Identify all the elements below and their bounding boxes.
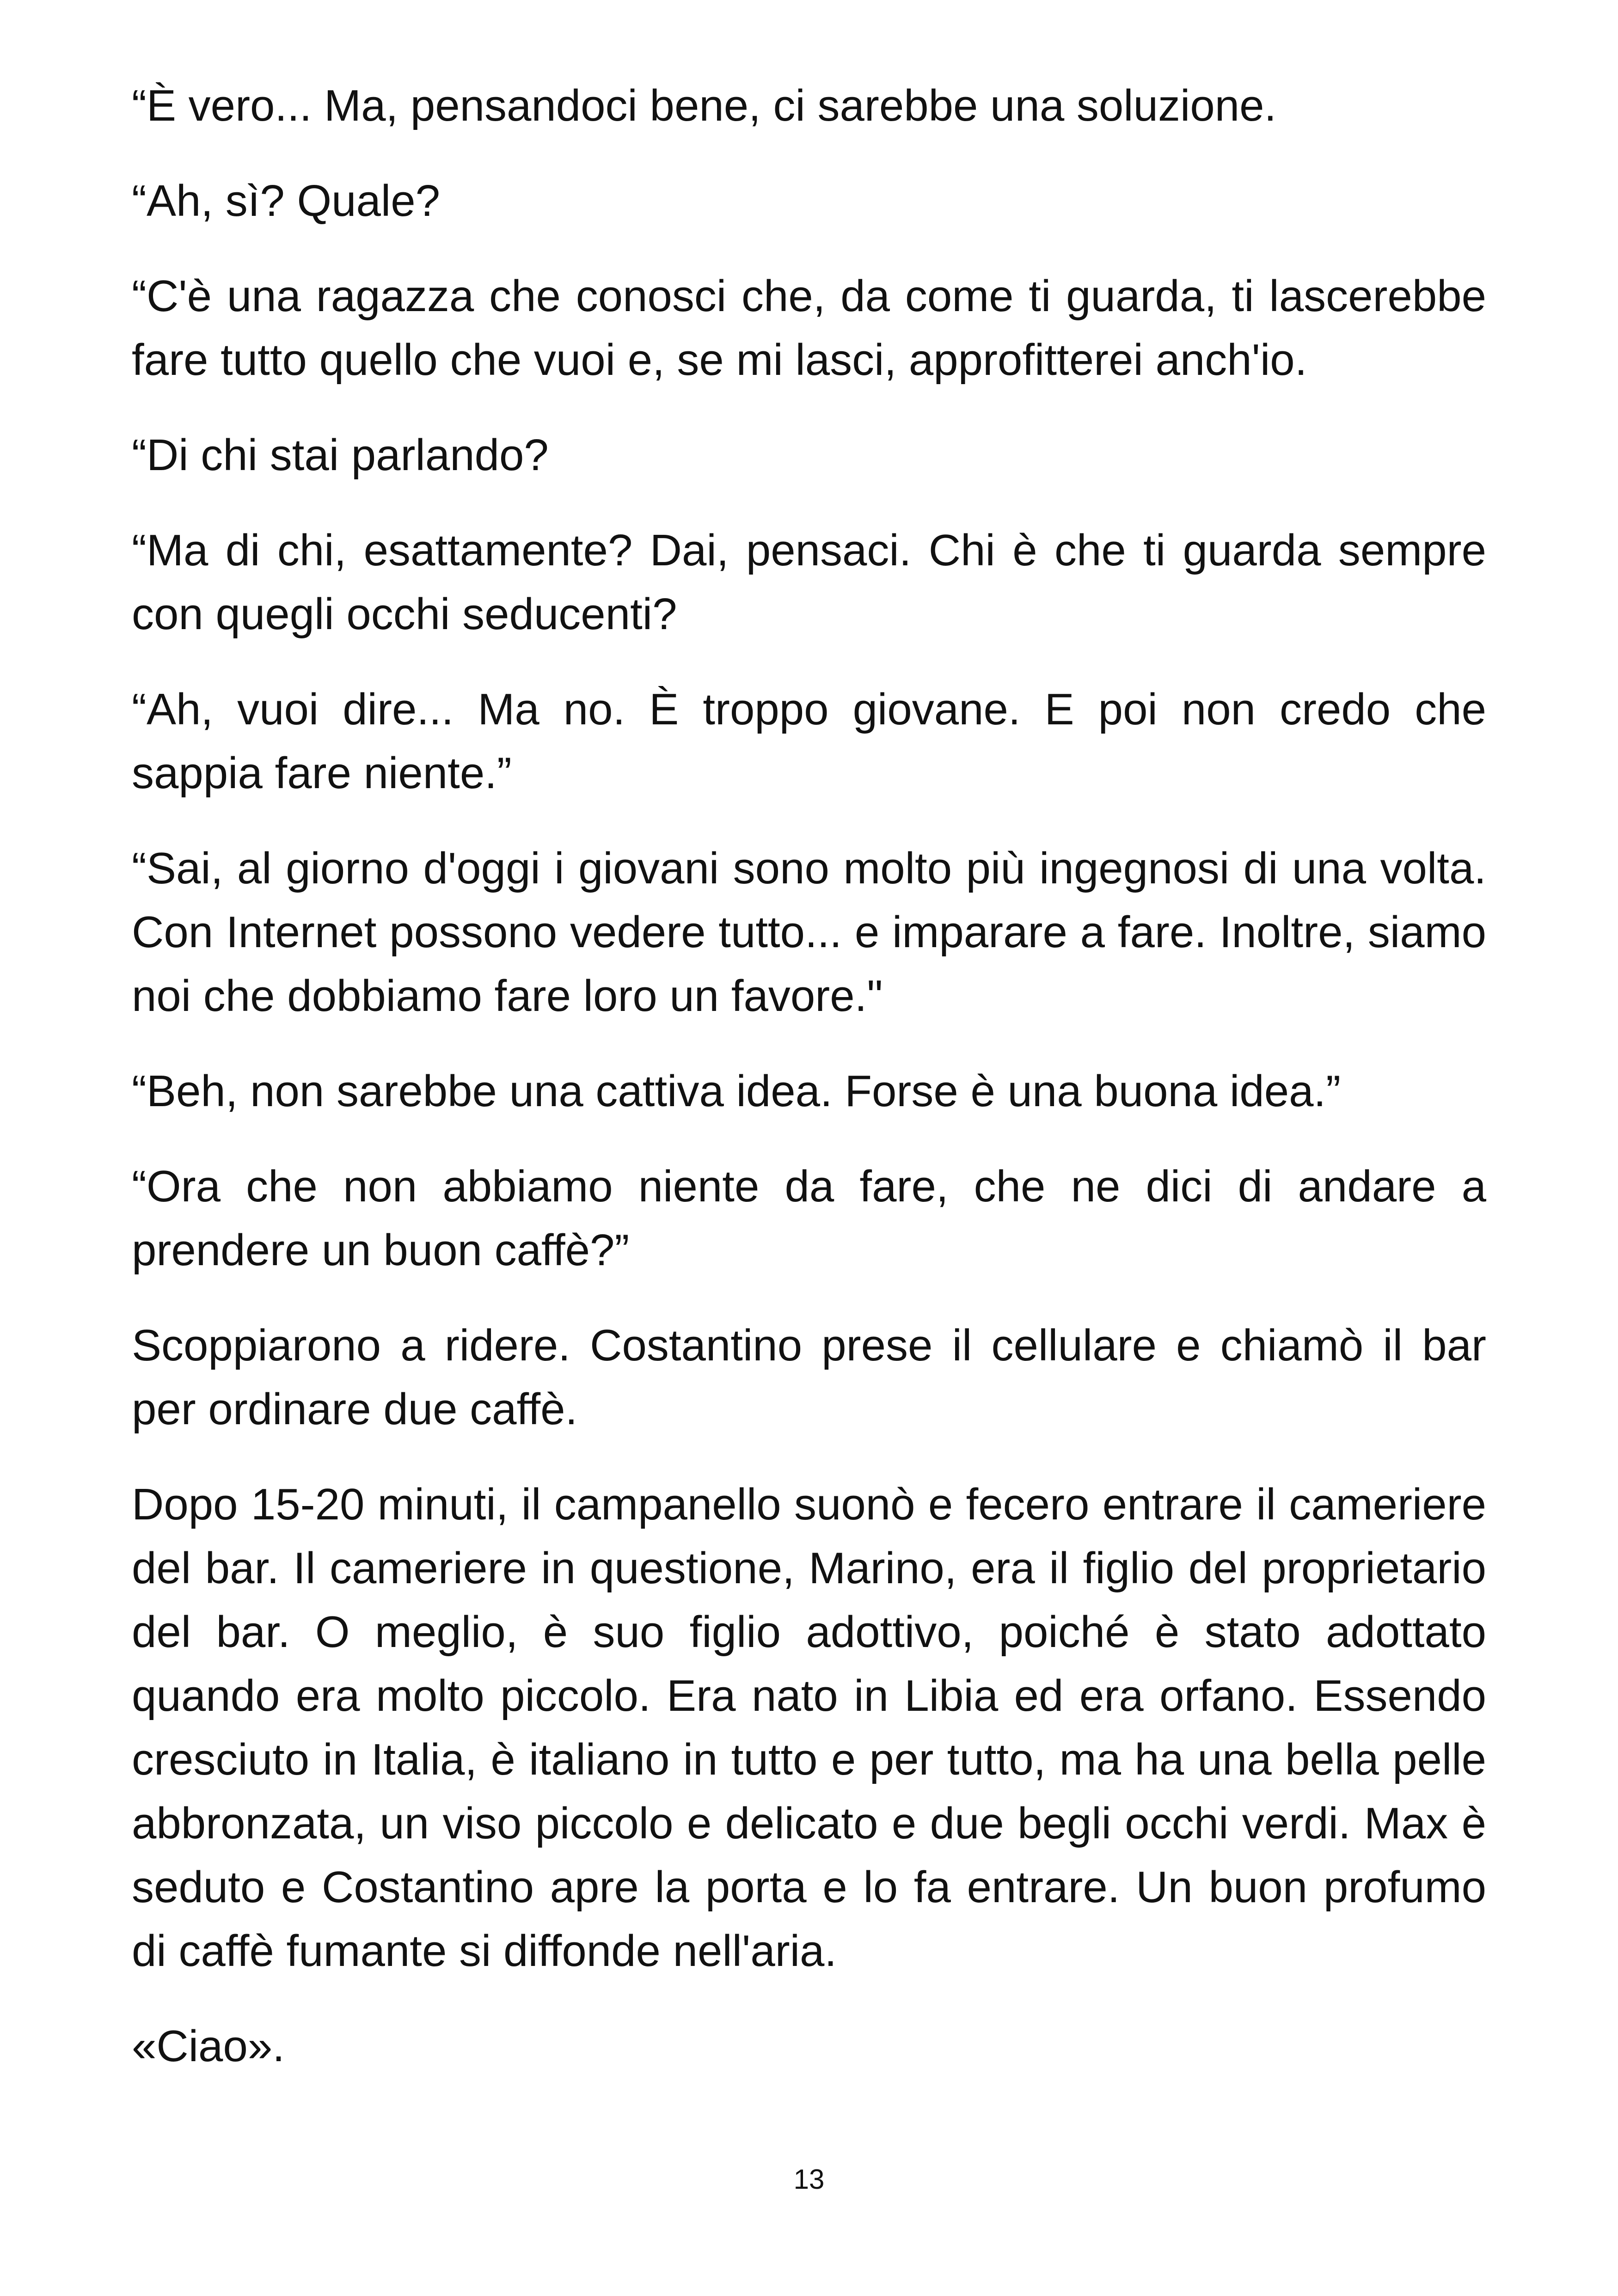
page-number: 13 [793,2164,825,2195]
paragraph: «Ciao». [132,2021,285,2071]
paragraph: Scoppiarono a ridere. Costantino prese il cellulare e chiamò il bar per ordinare due caffè. [132,1321,1486,1434]
paragraph: “Beh, non sarebbe una cattiva idea. Forse è una buona idea.” [132,1066,1341,1116]
paragraph: “Ah, sì? Quale? [132,176,441,226]
paragraph: “Sai, al giorno d'oggi i giovani sono molto più ingegnosi di una volta. Con Internet possono vedere tutto... e imparare a fare. Inoltre, siamo noi che dobbiamo fare loro un favore." [132,844,1486,1021]
paragraph: “Ora che non abbiamo niente da fare, che ne dici di andare a prendere un buon caffè?” [132,1162,1486,1275]
paragraph: “Ma di chi, esattamente? Dai, pensaci. Chi è che ti guarda sempre con quegli occhi seducenti? [132,526,1486,639]
paragraph: “È vero... Ma, pensandoci bene, ci sarebbe una soluzione. [132,81,1277,130]
paragraph: “Ah, vuoi dire... Ma no. È troppo giovane. E poi non credo che sappia fare niente.” [132,685,1486,798]
body-text [132,74,1486,2110]
paragraph: “Di chi stai parlando? [132,430,549,480]
paragraph: Dopo 15-20 minuti, il campanello suonò e fecero entrare il cameriere del bar. Il cameriere in questione, Marino, era il figlio del proprietario del bar. O meglio, è suo figlio adottivo, poiché è stato adottato quando era molto piccolo. Era nato in Libia ed era orfano. Essendo cresciuto in Italia, è italiano in tutto e per tutto, ma ha una bella pelle abbronzata, un viso piccolo e delicato e due begli occhi verdi. Max è seduto e Costantino apre la porta e lo fa entrare. Un buon profumo di caffè fumante si diffonde nell'aria. [132,1480,1486,1976]
paragraph: “C'è una ragazza che conosci che, da come ti guarda, ti lascerebbe fare tutto quello che vuoi e, se mi lasci, approfitterei anch'io. [132,271,1486,385]
